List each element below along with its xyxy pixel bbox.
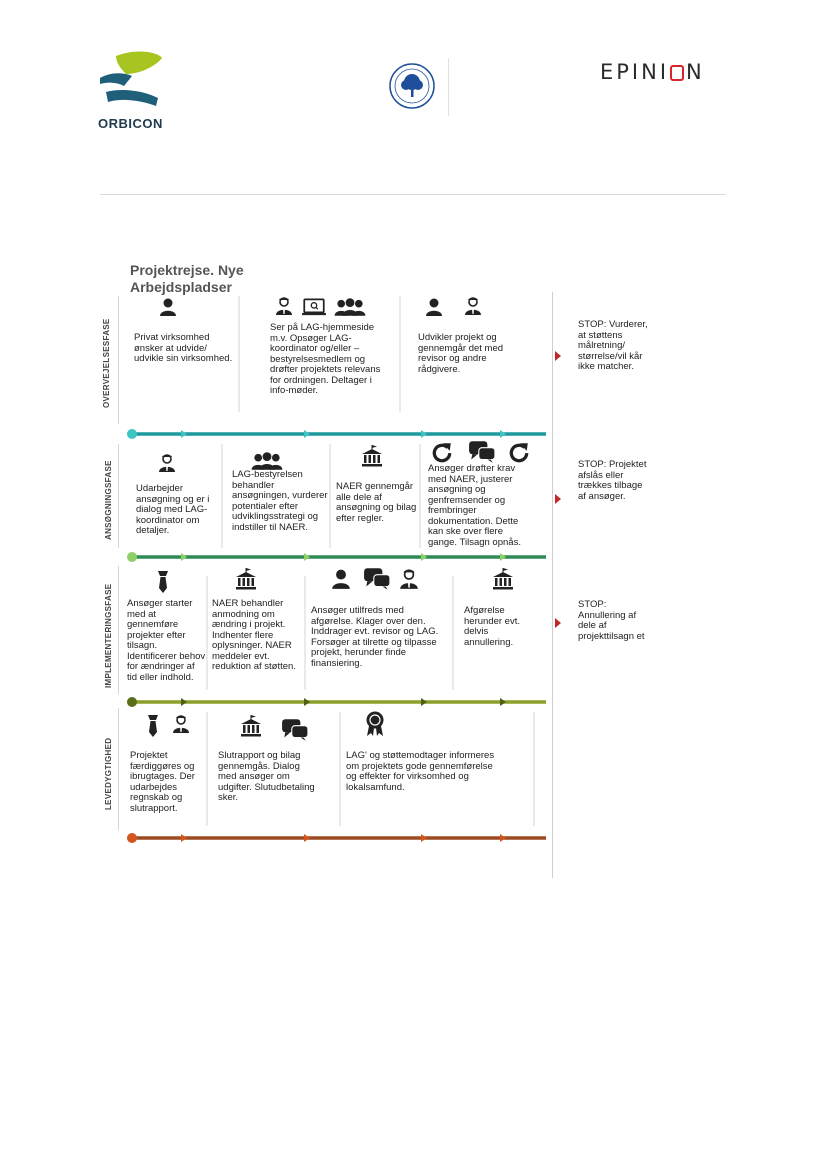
stop-marker-2 [555, 494, 561, 504]
stop-marker-1 [555, 351, 561, 361]
diagram-title-line1: Projektrejse. Nye [130, 262, 244, 278]
step-text: Udvikler projekt og gennemgår det med revisor og andre rådgivere. [418, 332, 504, 375]
step-text: NAER gennemgår alle dele af ansøgning og bilag efter regler. [336, 481, 417, 524]
tie-icon [158, 571, 168, 593]
consultant-icon [159, 455, 175, 472]
laptop-search-icon [302, 299, 326, 315]
diagram-title-line2: Arbejdspladser [130, 279, 232, 295]
step-text: Udarbejder ansøgning og er i dialog med LAG-koordinator om detaljer. [136, 483, 210, 536]
award-icon [367, 712, 384, 737]
institution-icon [493, 568, 513, 590]
epinion-wordmark-right: N [686, 60, 705, 84]
step-text: Projektet færdiggøres og ibrugtages. Der udarbejdes regnskab og slutrapport. [130, 750, 195, 814]
consultant-icon [276, 298, 292, 315]
institution-icon [241, 715, 261, 737]
group-icon [335, 298, 366, 316]
step-text: LAG-bestyrelsen behandler ansøgningen, vurderer potentialer efter udviklingsstrategi og indstiller til NAER. [232, 469, 328, 533]
consultant-icon [173, 716, 189, 733]
stop-marker-3 [555, 618, 561, 628]
step-text: Ser på LAG-hjemmeside m.v. Opsøger LAG-koordinator og/eller – bestyrelsesmedlem og drøfter projektets relevans for ordningen. Deltager i info-møder. [270, 322, 381, 396]
stop-text: STOP: Annullering af dele af projekttilsagn et [578, 599, 645, 642]
timeline-overvejelse [127, 429, 546, 439]
timeline-implementering [127, 697, 546, 707]
stop-text: STOP: Vurderer, at støttens målretning/ størrelse/vil kår ikke matcher. [578, 319, 648, 372]
refresh-icon [434, 443, 450, 460]
consultant-icon [400, 570, 418, 589]
refresh-icon [511, 443, 527, 460]
stop-text: STOP: Projektet afslås eller trækkes tilbage af ansøger. [578, 459, 647, 502]
epinion-wordmark-left: EPINI [600, 60, 670, 84]
institution-icon [236, 568, 256, 590]
phase-label-overvejelse: OVERVEJELSESFASE [102, 318, 111, 408]
step-text: Slutrapport og bilag gennemgås. Dialog med ansøger om udgifter. Slutudbetaling sker. [218, 750, 315, 803]
step-text: Ansøger starter med at gennemføre projekter efter tilsagn. Identificerer behov for ændringer af tid eller indhold. [127, 598, 206, 683]
chat-icon [282, 719, 308, 741]
person-icon [332, 570, 350, 589]
step-text: Privat virksomhed ønsker at udvide/ udvikle sin virksomhed. [134, 332, 233, 364]
group-icon [252, 452, 283, 470]
person-icon [426, 299, 442, 317]
step-text: Ansøger utilfreds med afgørelse. Klager over den. Inddrager evt. revisor og LAG. Forsøger at tilrette og tilpasse projekt, herunder finde finansiering. [311, 605, 439, 669]
phase-label-ansoegning: ANSØGNINGSFASE [104, 460, 113, 540]
orbicon-wordmark: ORBICON [98, 116, 163, 131]
step-text: Afgørelse herunder evt. delvis annullering. [464, 605, 520, 648]
step-text: LAG' og støttemodtager informeres om projektets gode gennemførelse og effekter for virksomhed og lokalsamfund. [346, 750, 495, 793]
chat-icon [469, 441, 495, 463]
chat-icon [364, 568, 390, 590]
timeline-ansoegning [127, 552, 546, 562]
step-text: Ansøger drøfter krav med NAER, justerer ansøgning og genfremsender og frembringer dokumentation. Dette kan ske over flere gange. Tilsagn opnås. [428, 463, 521, 548]
step-text: NAER behandler anmodning om ændring i projekt. Indhenter flere oplysninger. NAER meddeler evt. reduktion af støtten. [212, 598, 296, 672]
phase-label-levedygtighed: LEVEDYGTIGHED [104, 737, 113, 810]
consultant-icon [465, 298, 481, 315]
timeline-levedygtighed [127, 833, 546, 843]
phase-label-implementering: IMPLEMENTERINGSFASE [104, 583, 113, 688]
tie-icon [148, 715, 158, 737]
institution-icon [362, 445, 382, 467]
person-icon [160, 299, 176, 317]
